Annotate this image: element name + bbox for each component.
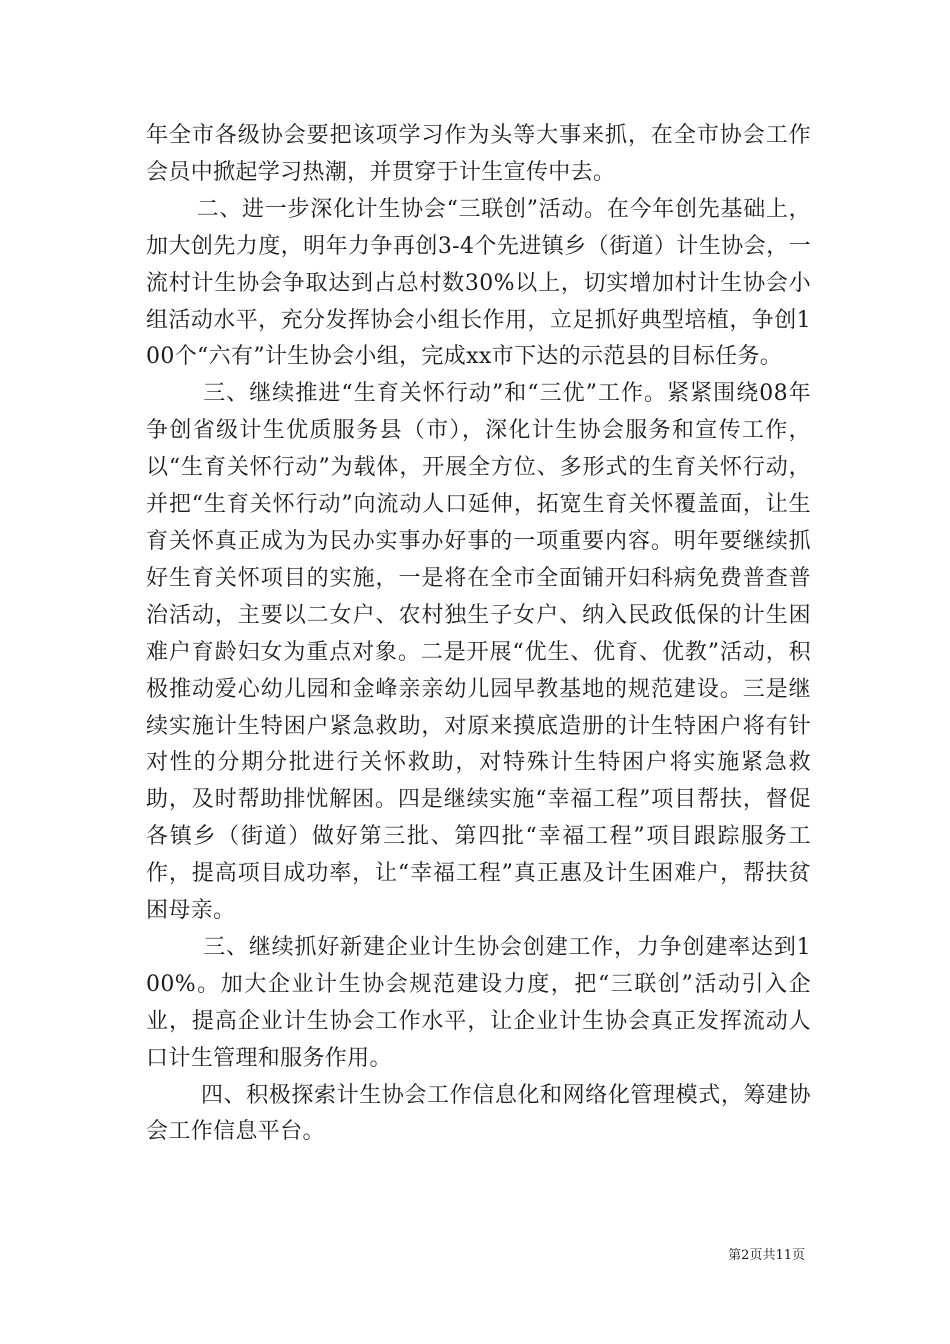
paragraph-three-joint-creation: 二、进一步深化计生协会“三联创”活动。在今年创先基础上，加大创先力度，明年力争再创3-4个先进镇乡（街道）计生协会，一流村计生协会争取达到占总村数30%以上，切实增加村计生协会小组活动水平，充分发挥协会小组长作用，立足抓好典型培植，争创100个“六有”计生协会小组，完成xx市下达的示范县的目标任务。 bbox=[146, 196, 811, 370]
page-number: 第2页共11页 bbox=[728, 1248, 805, 1263]
paragraph-study-campaign: 年全市各级协会要把该项学习作为头等大事来抓，在全市协会工作会员中掀起学习热潮，并贯穿于计生宣传中去。 bbox=[146, 123, 811, 185]
paragraph-information-platform: 四、积极探索计生协会工作信息化和网络化管理模式，筹建协会工作信息平台。 bbox=[146, 1082, 811, 1145]
paragraph-enterprise-association: 三、继续抓好新建企业计生协会创建工作，力争创建率达到100%。加大企业计生协会规范建设力度，把“三联创”活动引入企业，提高企业计生协会工作水平，让企业计生协会真正发挥流动人口计生管理和服务作用。 bbox=[146, 934, 811, 1071]
document-body bbox=[146, 118, 811, 1151]
paragraph-birth-care-action: 三、继续推进“生育关怀行动”和“三优”工作。紧紧围绕08年争创省级计生优质服务县（市），深化计生协会服务和宣传工作，以“生育关怀行动”为载体，开展全方位、多形式的生育关怀行动，并把“生育关怀行动”向流动人口延伸，拓宽生育关怀覆盖面，让生育关怀真正成为为民办实事办好事的一项重要内容。明年要继续抓好生育关怀项目的实施，一是将在全市全面铺开妇科病免费普查普治活动，主要以二女户、农村独生子女户、纳入民政低保的计生困难户育龄妇女为重点对象。二是开展“优生、优育、优教”活动，积极推动爱心幼儿园和金峰亲亲幼儿园早教基地的规范建设。三是继续实施计生特困户紧急救助，对原来摸底造册的计生特困户将有针对性的分期分批进行关怀救助，对特殊计生特困户将实施紧急救助，及时帮助排忧解困。四是继续实施“幸福工程”项目帮扶，督促各镇乡（街道）做好第三批、第四批“幸福工程”项目跟踪服务工作，提高项目成功率，让“幸福工程”真正惠及计生困难户，帮扶贫困母亲。 bbox=[146, 381, 811, 924]
